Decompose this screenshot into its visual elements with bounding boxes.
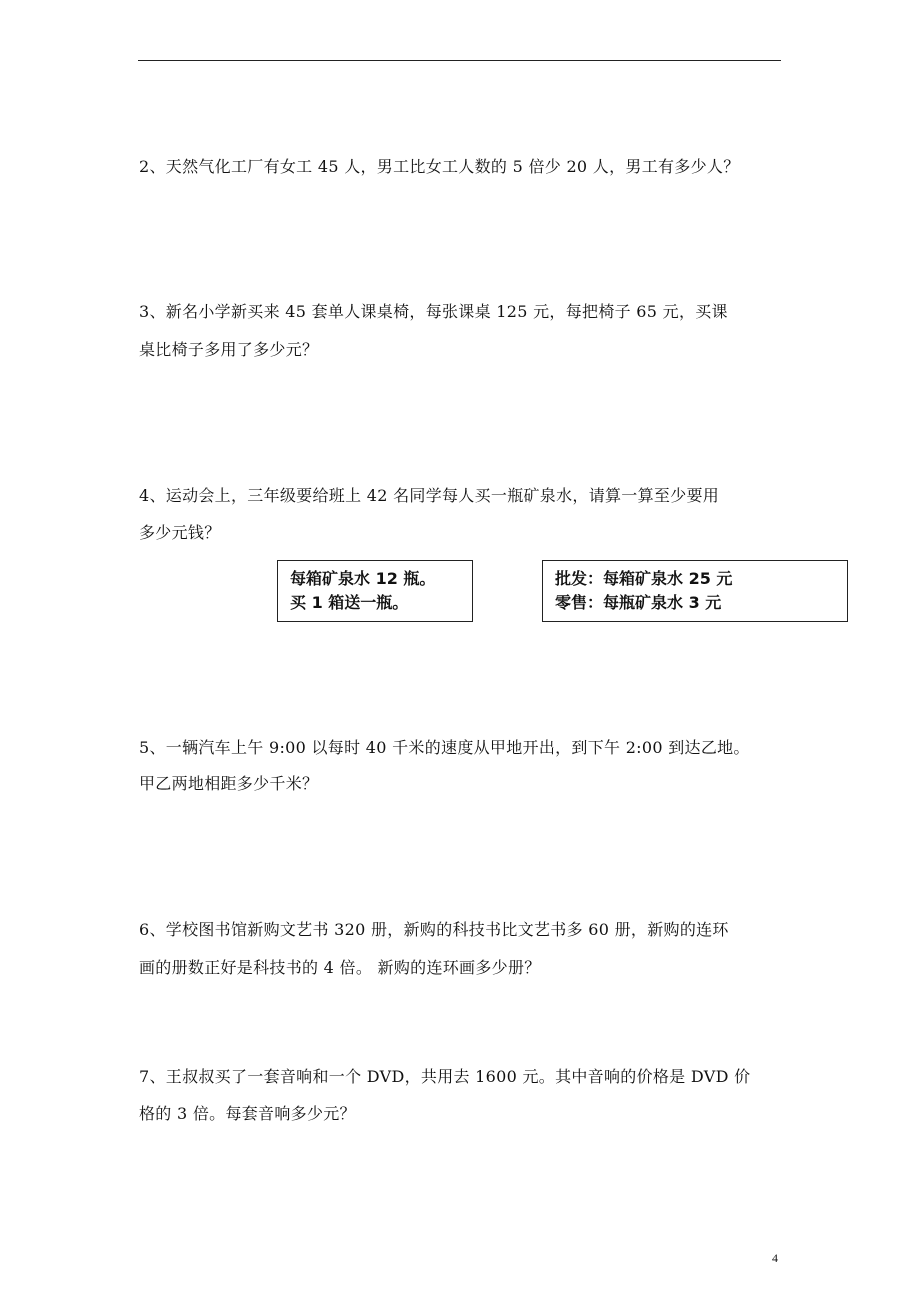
problem-4-line-1: 4、运动会上，三年级要给班上 42 名同学每人买一瓶矿泉水，请算一算至少要用 [139,486,720,505]
problem-3-line-2: 桌比椅子多用了多少元？ [139,340,319,359]
page-number: 4 [772,1251,778,1265]
problem-7-line-2: 格的 3 倍。每套音响多少元？ [139,1104,356,1123]
offer-left-line-2: 买 1 箱送一瓶。 [290,593,409,612]
problem-3-line-1: 3、新名小学新买来 45 套单人课桌椅，每张课桌 125 元，每把椅子 65 元，买课 [139,302,728,321]
offer-box-left [277,560,473,622]
problem-5-line-2: 甲乙两地相距多少千米？ [139,774,319,793]
problem-4-line-2: 多少元钱？ [139,523,221,542]
price-right-line-1: 批发：每箱矿泉水 25 元 [555,569,733,588]
problem-6-line-1: 6、学校图书馆新购文艺书 320 册，新购的科技书比文艺书多 60 册，新购的连环 [139,920,729,939]
price-box-right [542,560,848,622]
problem-7-line-1: 7、王叔叔买了一套音响和一个 DVD，共用去 1600 元。其中音响的价格是 DVD 价 [139,1067,751,1086]
problem-2-line-1: 2、天然气化工厂有女工 45 人，男工比女工人数的 5 倍少 20 人，男工有多少人？ [139,157,740,176]
problem-5-line-1: 5、一辆汽车上午 9:00 以每时 40 千米的速度从甲地开出，到下午 2:00 到达乙地。 [139,738,750,757]
header-rule [138,60,781,61]
price-right-line-2: 零售：每瓶矿泉水 3 元 [555,593,722,612]
offer-left-line-1: 每箱矿泉水 12 瓶。 [290,569,436,588]
problem-6-line-2: 画的册数正好是科技书的 4 倍。 新购的连环画多少册？ [139,958,541,977]
